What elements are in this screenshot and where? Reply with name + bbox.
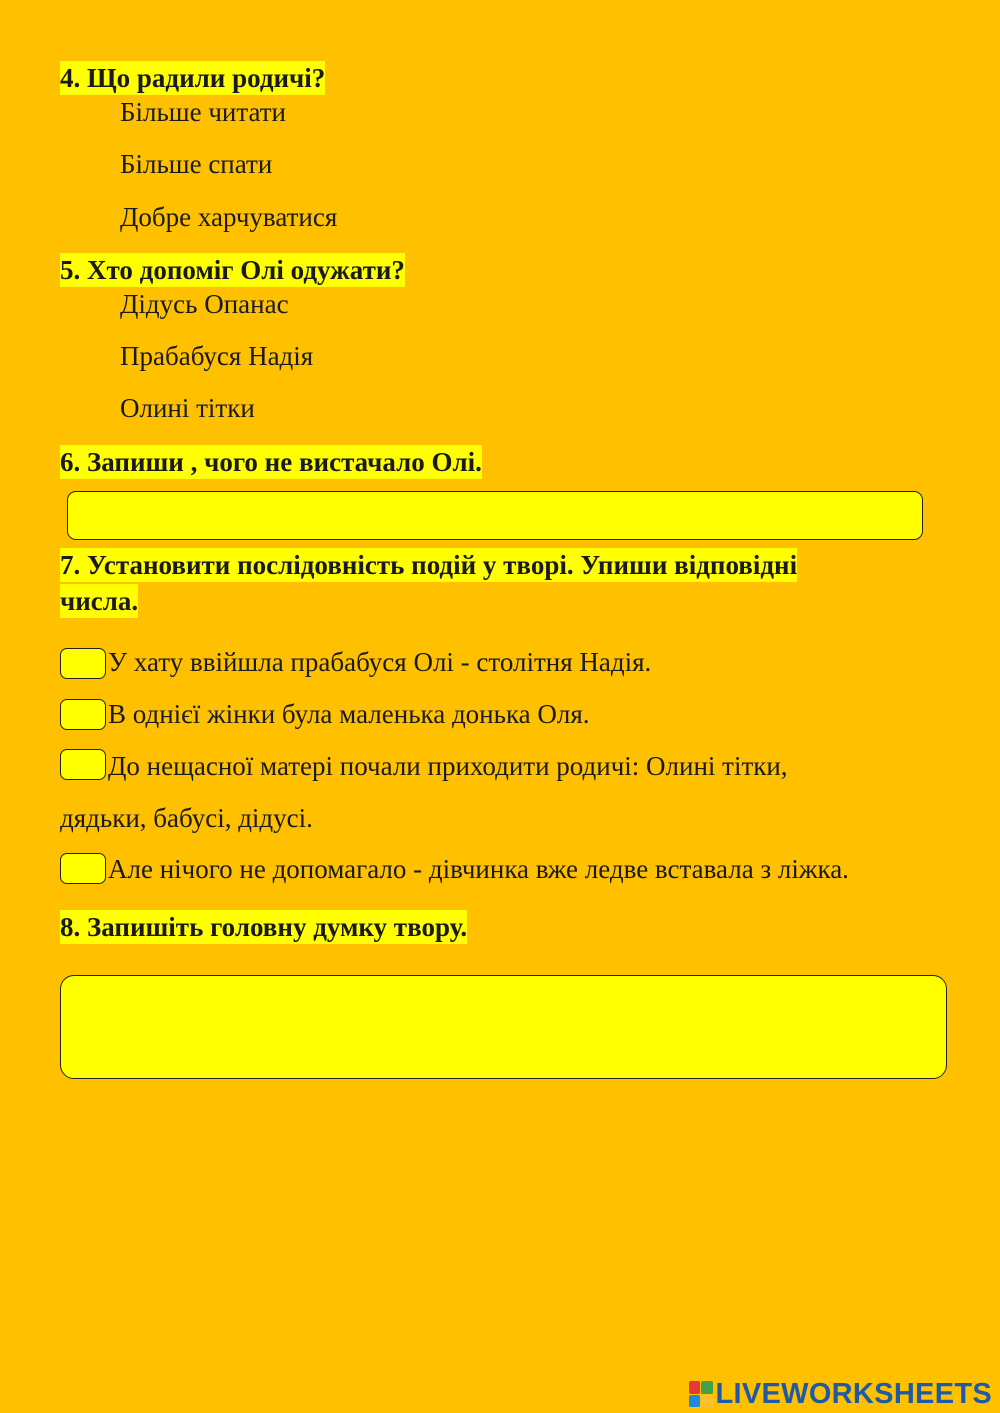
question-5-option-2[interactable]: Прабабуся Надія [120, 341, 314, 371]
event-1-text: У хату ввійшла прабабуся Олі - столітня Надія. [108, 647, 652, 677]
question-7-title-line-1: 7. Установити послідовність подій у творі. Упиши відповідні [60, 550, 798, 580]
question-8-title: 8. Запишіть головну думку твору. [60, 912, 468, 942]
question-8-answer-field[interactable] [60, 975, 947, 1079]
liveworksheets-logo [689, 1378, 993, 1410]
question-4-option-2[interactable]: Більше спати [120, 149, 273, 179]
question-4-option-3[interactable]: Добре харчуватися [120, 202, 338, 232]
question-6-answer-field[interactable] [67, 491, 923, 540]
question-4-title: 4. Що радили родичі? [60, 63, 326, 93]
event-3-text: До нещасної матері почали приходити родичі: Олині тітки, [108, 751, 788, 781]
event-3-text-continuation: дядьки, бабусі, дідусі. [60, 803, 313, 833]
event-1-number-input[interactable] [60, 648, 106, 679]
question-4-option-1[interactable]: Більше читати [120, 97, 287, 127]
event-2-number-input[interactable] [60, 699, 106, 730]
question-6-title: 6. Запиши , чого не вистачало Олі. [60, 447, 482, 477]
question-5-title: 5. Хто допоміг Олі одужати? [60, 255, 405, 285]
event-3-number-input[interactable] [60, 749, 106, 780]
liveworksheets-logo-icon [689, 1381, 713, 1407]
event-2-text: В однієї жінки була маленька донька Оля. [108, 699, 590, 729]
event-4-number-input[interactable] [60, 853, 106, 884]
question-5-option-1[interactable]: Дідусь Опанас [120, 289, 289, 319]
question-7-title-line-2: числа. [60, 586, 139, 616]
liveworksheets-logo-text: LIVEWORKSHEETS [715, 1377, 992, 1410]
question-5-option-3[interactable]: Олині тітки [120, 393, 255, 423]
event-4-text: Але нічого не допомагало - дівчинка вже ледве вставала з ліжка. [108, 854, 849, 884]
